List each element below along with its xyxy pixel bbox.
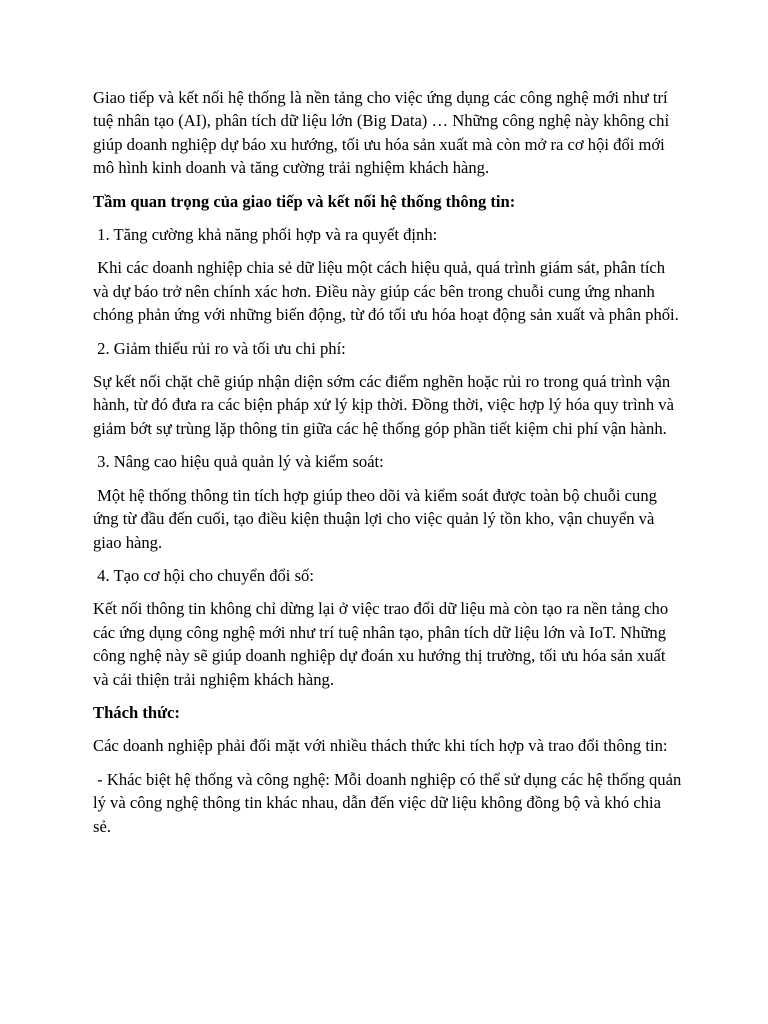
- item-2-title: 2. Giảm thiểu rủi ro và tối ưu chi phí:: [93, 338, 346, 358]
- item-2-body: Sự kết nối chặt chẽ giúp nhận diện sớm các điểm nghẽn hoặc rủi ro trong quá trình vận hành, từ đó đưa ra các biện pháp xử lý kịp thời. Đồng thời, việc hợp lý hóa quy trình và giảm bớt sự trùng lặp thông tin giữa các hệ thống góp phần tiết kiệm chi phí vận hành.: [93, 372, 679, 438]
- item-1-title: 1. Tăng cường khả năng phối hợp và ra quyết định:: [93, 225, 438, 245]
- intro-paragraph: Giao tiếp và kết nối hệ thống là nền tảng cho việc ứng dụng các công nghệ mới như trí tuệ nhân tạo (AI), phân tích dữ liệu lớn (Big Data) … Những công nghệ này không chỉ giúp doanh nghiệp dự báo xu hướng, tối ưu hóa sản xuất mà còn mở ra cơ hội đổi mới mô hình kinh doanh và tăng cường trải nghiệm khách hàng.: [93, 88, 674, 178]
- item-4-title: 4. Tạo cơ hội cho chuyển đổi số:: [93, 565, 314, 585]
- document-page: [93, 86, 686, 848]
- challenges-intro: Các doanh nghiệp phải đối mặt với nhiều thách thức khi tích hợp và trao đổi thông tin:: [93, 736, 668, 756]
- challenges-heading: Thách thức:: [93, 702, 180, 722]
- item-3-title: 3. Nâng cao hiệu quả quản lý và kiểm soát:: [93, 452, 384, 472]
- challenge-1: - Khác biệt hệ thống và công nghệ: Mỗi doanh nghiệp có thể sử dụng các hệ thống quản lý và công nghệ thông tin khác nhau, dẫn đến việc dữ liệu không đồng bộ và khó chia sẻ.: [93, 769, 686, 836]
- item-4-body: Kết nối thông tin không chỉ dừng lại ở việc trao đổi dữ liệu mà còn tạo ra nền tảng cho các ứng dụng công nghệ mới như trí tuệ nhân tạo, phân tích dữ liệu lớn và IoT. Những công nghệ này sẽ giúp doanh nghiệp dự đoán xu hướng thị trường, tối ưu hóa sản xuất và cải thiện trải nghiệm khách hàng.: [93, 599, 673, 689]
- item-3-body: Một hệ thống thông tin tích hợp giúp theo dõi và kiểm soát được toàn bộ chuỗi cung ứng từ đầu đến cuối, tạo điều kiện thuận lợi cho việc quản lý tồn kho, vận chuyển và giao hàng.: [93, 485, 662, 552]
- importance-heading: Tầm quan trọng của giao tiếp và kết nối hệ thống thông tin:: [93, 191, 516, 211]
- item-1-body: Khi các doanh nghiệp chia sẻ dữ liệu một cách hiệu quả, quá trình giám sát, phân tích và dự báo trở nên chính xác hơn. Điều này giúp các bên trong chuỗi cung ứng nhanh chóng phản ứng với những biến động, từ đó tối ưu hóa hoạt động sản xuất và phân phối.: [93, 258, 679, 325]
